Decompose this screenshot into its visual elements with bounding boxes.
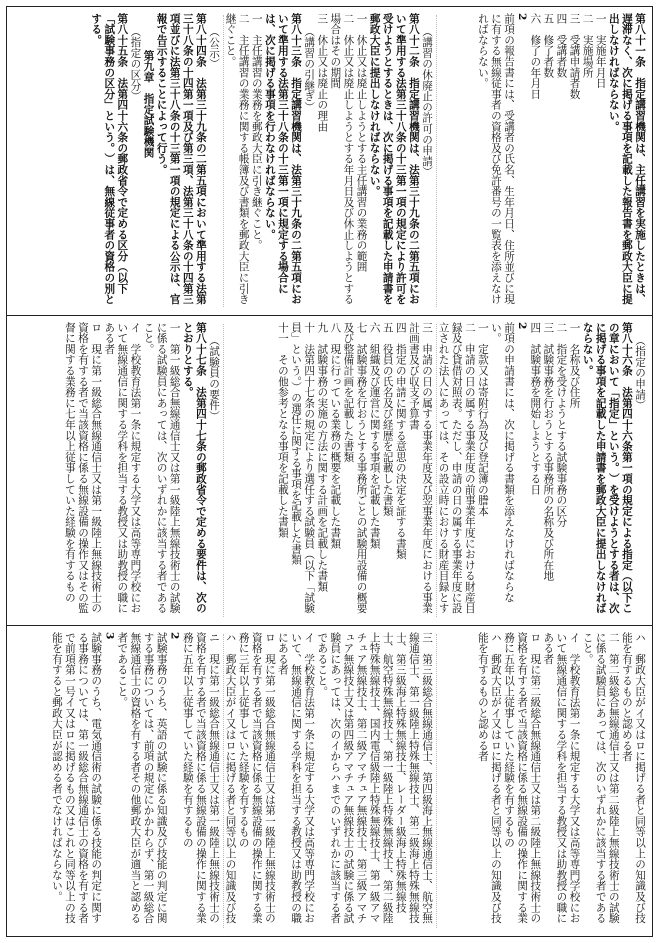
text-line: 二 第二級総合無線通信士又は第二級陸上無線技術士の試験に係る試験員にあっては、次のいずれかに該当する者であること。: [581, 632, 620, 924]
text-line: 四 受講者数: [555, 13, 568, 78]
column-divider: [223, 324, 224, 617]
text-line: 九 試験事務の実施の方法に関する計画を記載した書類: [316, 322, 329, 592]
tier1-column-right: [438, 13, 646, 309]
text-line: ロ 現に第二級総合無線通信士又は第二級陸上無線技術士の資格を有する者で当該資格に係る無線設備の操作に関する業務に五年以上従事していた経験を有するもの: [503, 632, 542, 924]
tier3-column-middle: [225, 632, 433, 930]
article-text: 第八十五条 法第四十六条の郵政省令で定める区分（以下「試験事務の区分」という。）は、無線従事者の資格の別とする。: [90, 13, 129, 305]
article-text: 第八十三条 指定講習機関は、法第三十九条の二第五項において準用する法第三十八条の十三第一項に規定する場合には、次に掲げる事項を行わなければならない。: [263, 13, 303, 305]
text-line: 六 組織及び運営に関する事項を記載した書類: [368, 322, 381, 549]
text-line: 前項の申請書には、次に掲げる書類を添えなければならない。: [489, 322, 516, 603]
text-line: ニ 現に第一級総合無線通信士又は第一級陸上無線技術士の資格を有する者で当該資格に係る無線設備の操作に関する業務に五年以上従事していた経験を有するもの: [181, 632, 220, 924]
document-page: [6, 6, 653, 937]
text-line: 十一 その他参考となる事項を記載した書類: [276, 322, 289, 538]
article-caption: （講習の引継ぎ）: [303, 25, 316, 113]
paragraph-number: 2: [516, 322, 529, 330]
tier2-column-left: [12, 322, 220, 619]
tier2-column-right: [438, 322, 646, 619]
text-line: 三 受講申請者数: [568, 13, 581, 100]
text-line: 一 休止又は廃止しようとする主任講習の業務の範囲: [355, 13, 368, 273]
text-line: イ 学校教育法第一条に規定する大学又は高等専門学校において無線通信に関する学科を担当する教授又は助教授の職にある者: [542, 632, 581, 924]
text-line: イ 学校教育法第一条に規定する大学又は高等専門学校において、無線通信に関する学科を担当する教授又は助教授の職にある者: [276, 632, 316, 924]
text-line: 八 現に行っている業務の概要を記載した書類: [329, 322, 342, 549]
column-divider: [436, 15, 437, 307]
text-line: ハ 郵政大臣がイ又はロに掲げる者と同等以上の知識及び技能を有するものと認める者: [620, 632, 646, 924]
article-text: 第八十七条 法第四十七条の郵政省令で定める要件は、次のとおりとする。: [181, 322, 207, 614]
paragraph-number: 3: [103, 632, 116, 640]
text-line: ハ 郵政大臣がイ又はロに掲げる者と同等以上の知識及び技: [225, 632, 237, 924]
text-line: 前項の報告書には、受講者の氏名、生年月日、住所並びに現に有する無線従事者の資格及び免許番号の一覧表を添えなければならない。: [476, 13, 516, 305]
article-caption: （公示）: [208, 25, 220, 69]
text-line: ロ 現に第一級総合無線通信士又は第一級陸上無線技術士の資格を有する者で当該資格に係る無線設備の操作又はその監督に関する業務に七年以上従事していた経験を有するもの: [63, 322, 103, 614]
text-line: 二 申請の日の属する事業年度の前事業年度における財産目録及び貸借対照表。ただし、申請の日の属する事業年度に設立された法人にあっては、その設立時における財産目録とす: [438, 322, 476, 614]
tier3-column-right: [438, 632, 646, 930]
tier2-column-middle: [225, 322, 433, 619]
tier1-column-middle: [225, 13, 433, 309]
text-line: 三 申請の日の属する事業年度及び翌事業年度における事業計画書及び収支予算書: [407, 322, 433, 614]
text-line: 二 指定を受けようとする試験事務の区分: [555, 322, 568, 528]
tier1-column-left: [12, 13, 220, 309]
article-text: 第八十四条 法第三十九条の二第五項において準用する法第三十八条の十四第一項及び第三項、法第三十八条の十四第三項並びに法第三十八条の十三第一項の規定による公示は、官報で告示することによって行う。: [155, 13, 207, 305]
text-line: 二 休止又は廃止しようとする年月日及び休止しようとする場合はその期間: [329, 13, 355, 305]
article-text: 第八十一条 指定講習機関は、主任講習を実施したときは、遅滞なく、次に掲げる事項を記載した報告書を郵政大臣に提出しなければならない。: [607, 13, 646, 305]
text-line: 一 第一級総合無線通信士又は第一級陸上無線技術士の試験に係る試験員にあっては、次のいずれかに該当する者であること。: [142, 322, 181, 614]
chapter-heading: 第九章 指定試験機関: [142, 50, 155, 159]
text-line: 六 修了の年月日: [529, 13, 542, 100]
text-line: 二 主任講習の業務に関する帳簿及び書類を郵政大臣に引き継ぐこと。: [225, 13, 250, 305]
text-line: 三 休止又は廃止の理由: [316, 13, 329, 132]
text-line: 試験事務のうち、電気通信術の試験に係る技能の判定に関する事務については、第一級総合無線通信士の資格を有する者で前項第一号イ又はロに掲げるもの又はこれと同等以上の技能を有すると郵政大臣が認める者でなければならない。: [50, 632, 103, 924]
paragraph-number: 2: [168, 632, 181, 640]
paragraph-number: 2: [516, 13, 529, 21]
text-line: 三 試験事務を行おうとする事務所の名称及び所在地: [542, 322, 555, 582]
article-text: 第八十二条 指定講習機関は、法第三十九条の二第五項において準用する法第三十八条の十三第一項の規定により許可を受けようとするときは、次に掲げる事項を記載した申請書を郵政大臣に提出しなければならない。: [368, 13, 420, 305]
column-divider: [223, 634, 224, 928]
text-line: 一 主任講習の業務を郵政大臣に引き継ぐこと。: [250, 13, 263, 251]
article-caption: （指定の申請）: [634, 334, 646, 411]
middle-tier: [7, 316, 652, 626]
text-line: 五 役員の氏名及び経歴を記載した書類: [381, 322, 394, 517]
article-caption: （試験員の要件）: [208, 334, 220, 422]
text-line: 試験事務のうち、英語の試験に係る知識及び技能の判定に関する事務については、前項の規定にかかわらず、第一級総合無線通信士の資格を有する者その他郵政大臣が適当と認める者であること。: [116, 632, 168, 924]
text-line: 十 法第四十七条の規定により選任する試験員（以下「試験員」という。）の選任に関する事項を記載した書類: [290, 322, 316, 614]
text-line: 一 定款又は寄附行為及び登記簿の謄本: [476, 322, 489, 517]
text-line: ロ 現に第一級総合無線通信士又は第一級陸上無線技術士の資格を有する者で当該資格に係る無線設備の操作に関する業務に三年以上従事していた経験を有するもの: [237, 632, 276, 924]
column-divider: [223, 15, 224, 307]
tier3-column-left: [12, 632, 220, 930]
article-caption: （講習の休廃止の許可の申請）: [421, 25, 433, 177]
column-divider: [436, 324, 437, 617]
text-line: 一 実施年月日: [594, 13, 607, 89]
text-line: 四 試験事務を開始しようとする日: [529, 322, 542, 495]
text-line: イ 学校教育法第一条に規定する大学又は高等専門学校において無線通信に関する学科を担当する教授又は助教授の職にある者: [103, 322, 142, 614]
text-line: 二 実施場所: [581, 13, 594, 78]
upper-tier: [7, 7, 652, 316]
text-line: 四 指定の申請に関する意思の決定を証する書類: [394, 322, 407, 560]
text-line: 三 第三級総合無線通信士、第四級海上無線通信士、航空無線通信士、第一級陸上特殊無線技士、第二級海上特殊無線技士、第三級海上特殊無線技士、レーダー級海上特殊無線技士、航空特殊無線技士、第一級陸上特殊無線技士、第二級陸上特殊無線技士、国内電信級陸上特殊無線技士、第一級アマチュア無線技士、第二級アマチュア無線技士、第三級アマチュア無線技士又は第四級アマチュア無線技士の試験に係る試験員にあっては、次のイからハまでのいずれかに該当する者であること。: [316, 632, 433, 924]
text-line: 七 試験事務を行おうとする事務所ごとの試験用設備の概要及び整備計画を記載した書類: [342, 322, 368, 614]
article-text: 第八十六条 法第四十六条第一項の規定による指定（以下この章において「指定」という。）を受けようとする者は、次に掲げる事項を記載した申請書を郵政大臣に提出しなければならない。: [581, 322, 633, 614]
text-line: ハ 郵政大臣がイ又はロに掲げる者と同等以上の知識及び技能を有するものと認める者: [476, 632, 502, 924]
column-divider: [436, 634, 437, 928]
text-line: 一 名称及び住所: [568, 322, 581, 409]
lower-tier: [7, 626, 652, 936]
text-line: 五 修了者数: [542, 13, 555, 78]
article-caption: （指定の区分）: [129, 25, 142, 102]
